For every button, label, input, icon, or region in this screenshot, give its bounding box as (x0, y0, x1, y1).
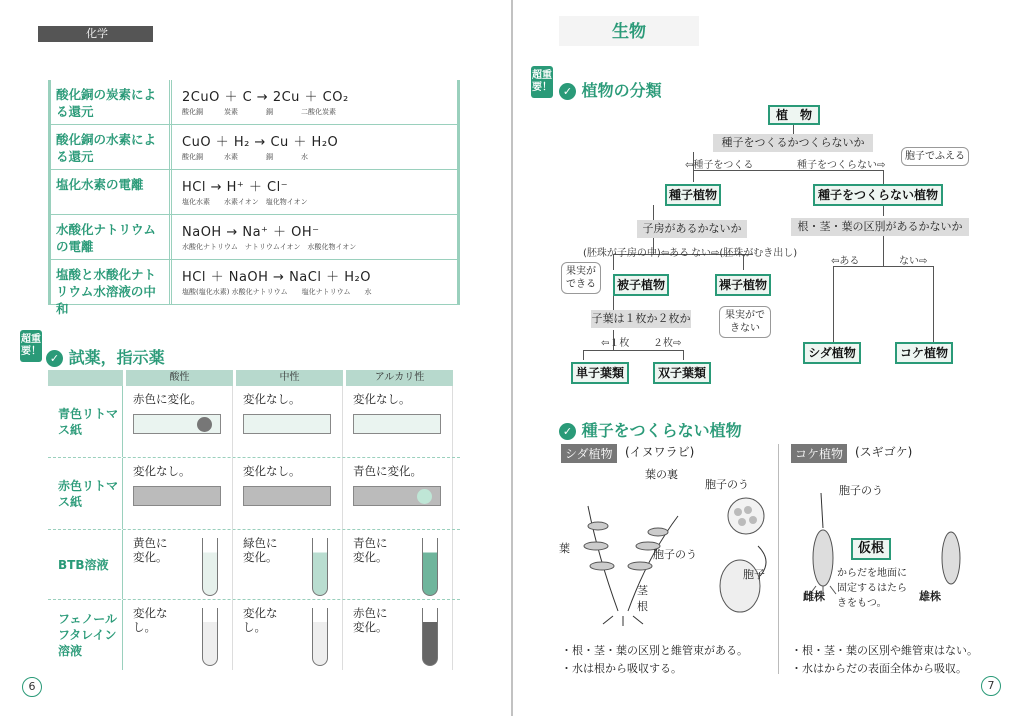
litmus-strip (133, 486, 221, 506)
check-icon: ✓ (46, 350, 63, 367)
header-blank (48, 370, 123, 386)
node-moss: コケ植物 (895, 342, 953, 364)
reaction-table (48, 80, 460, 316)
indicator-header (48, 370, 460, 386)
litmus-strip (353, 486, 441, 506)
cell: 変化なし。 (233, 600, 343, 670)
reaction-names: 水酸化ナトリウム ナトリウムイオン 水酸化物イオン (182, 243, 357, 251)
reaction-label: 酸化銅の炭素による還元 (48, 80, 172, 124)
bubble-no-fruit: 果実ができない (719, 306, 771, 338)
branch-yes-organs: ⇦ある (831, 256, 860, 267)
litmus-strip (243, 414, 331, 434)
fern-example: (イヌワラビ) (625, 445, 695, 459)
tree-line (583, 350, 584, 360)
branch-two: ２枚⇨ (653, 338, 682, 349)
node-gymnosperm: 裸子植物 (715, 274, 771, 296)
reaction-label: 酸化銅の水素による還元 (48, 125, 172, 169)
indicator-row (48, 600, 460, 670)
cell: 緑色に変化。 (233, 530, 343, 599)
reaction-names: 塩酸(塩化水素) 水酸化ナトリウム 塩化ナトリウム 水 (182, 288, 372, 296)
tree-line (583, 350, 683, 351)
question-ovary: 子房があるかないか (637, 220, 747, 238)
reaction-row (48, 170, 460, 215)
indicator-row (48, 530, 460, 600)
litmus-strip (133, 414, 221, 434)
header-alkaline: アルカリ性 (346, 370, 453, 386)
cell: 変化なし。 (233, 386, 343, 457)
color-dot (197, 417, 212, 432)
reaction-equation: 2CuO ＋ C → 2Cu ＋ CO₂ (182, 90, 349, 105)
test-tube (202, 538, 218, 596)
bubble-spore: 胞子でふえる (901, 147, 969, 166)
indicator-table (48, 370, 460, 670)
reaction-row (48, 260, 460, 316)
label-male: 雄株 (919, 590, 941, 603)
check-icon: ✓ (559, 83, 576, 100)
question-seed: 種子をつくるかつくらないか (713, 134, 873, 152)
litmus-strip (353, 414, 441, 434)
important-badge: 超重要！ (20, 330, 42, 362)
reaction-row (48, 215, 460, 260)
reaction-label: 水酸化ナトリウムの電離 (48, 215, 172, 259)
node-fern: シダ植物 (803, 342, 861, 364)
tree-line (653, 205, 654, 221)
rhizoid-note: からだを地面に固定するはたらきをもつ。 (837, 568, 907, 609)
label-female: 雌株 (803, 590, 825, 603)
test-tube (422, 608, 438, 666)
check-icon: ✓ (559, 423, 576, 440)
reaction-equation: CuO ＋ H₂ → Cu ＋ H₂O (182, 135, 339, 150)
tree-line (933, 266, 934, 342)
moss-note-2: ・水はからだの表面全体から吸収。 (791, 662, 967, 675)
node-non-seed-plant: 種子をつくらない植物 (813, 184, 943, 206)
important-badge: 超重要！ (531, 66, 553, 98)
cell: 赤色に変化。 (343, 600, 453, 670)
cell: 変化なし。 (123, 458, 233, 529)
moss-tag: コケ植物 (791, 444, 847, 463)
litmus-strip (243, 486, 331, 506)
page-number: 6 (22, 677, 42, 697)
cell: 黄色に変化。 (123, 530, 233, 599)
fern-tag: シダ植物 (561, 444, 617, 463)
subject-tab-biology: 生物 (559, 16, 699, 46)
tree-line (613, 296, 614, 310)
test-tube (202, 608, 218, 666)
moss-note-1: ・根・茎・葉の区別や維管束はない。 (791, 644, 978, 657)
column-divider (778, 444, 779, 674)
cell: 変化なし。 (343, 386, 453, 457)
branch-no-organs: ない⇨ (899, 256, 928, 267)
reaction-names: 塩化水素 水素イオン 塩化物イオン (182, 198, 308, 206)
branch-one: ⇦１枚 (601, 338, 630, 349)
question-organs: 根・茎・葉の区別があるかないか (791, 218, 969, 236)
node-angiosperm: 被子植物 (613, 274, 669, 296)
indicator-row (48, 458, 460, 530)
reaction-row (48, 80, 460, 125)
label-spore: 胞子 (743, 568, 765, 581)
branch-yes-ovary: (胚珠が子房の中)⇦ある (583, 248, 690, 259)
branch-yes-seed: ⇦種子をつくる (685, 160, 754, 171)
fern-note-1: ・根・茎・葉の区別と維管束がある。 (561, 644, 748, 657)
test-tube (422, 538, 438, 596)
label-spore-case: 胞子のう (705, 478, 749, 491)
cell: 赤色に変化。 (123, 386, 233, 457)
test-tube (312, 608, 328, 666)
fern-note-2: ・水は根から吸収する。 (561, 662, 682, 675)
reaction-names: 酸化銅 水素 銅 水 (182, 153, 308, 161)
reaction-row (48, 125, 460, 170)
node-seed-plant: 種子植物 (665, 184, 721, 206)
header-neutral: 中性 (236, 370, 343, 386)
reaction-names: 酸化銅 炭素 銅 二酸化炭素 (182, 108, 336, 116)
node-dicot: 双子葉類 (653, 362, 711, 384)
row-label: BTB溶液 (48, 530, 123, 599)
row-label: 青色リトマス紙 (48, 386, 123, 457)
node-plant: 植 物 (768, 105, 820, 125)
right-page (513, 0, 1024, 716)
bubble-fruit: 果実ができる (561, 262, 601, 294)
moss-example: (スギゴケ) (855, 445, 913, 459)
header-acid: 酸性 (126, 370, 233, 386)
tree-line (833, 266, 834, 342)
color-dot (417, 489, 432, 504)
reaction-equation: HCl → H⁺ ＋ Cl⁻ (182, 180, 289, 195)
section-title-nonseed: ✓ 種子をつくらない植物 (559, 418, 742, 441)
row-label: 赤色リトマス紙 (48, 458, 123, 529)
reaction-equation: NaOH → Na⁺ ＋ OH⁻ (182, 225, 320, 240)
section-title-reagents: ✓ 試薬，指示薬 (46, 345, 165, 368)
label-leaf-back: 葉の裏 (645, 468, 678, 481)
question-cotyledon: 子葉は１枚か２枚か (591, 310, 691, 328)
label-rhizoid: 仮根 (851, 538, 891, 560)
cell: 変化なし。 (233, 458, 343, 529)
test-tube (312, 538, 328, 596)
branch-no-seed: 種子をつくらない⇨ (797, 160, 886, 171)
row-label: フェノールフタレイン溶液 (48, 600, 123, 670)
label-stem: 茎 (637, 584, 648, 597)
reaction-label: 塩酸と水酸化ナトリウム水溶液の中和 (48, 260, 172, 304)
tree-line (683, 350, 684, 360)
left-page (0, 0, 511, 716)
tree-line (883, 206, 884, 216)
indicator-row (48, 386, 460, 458)
branch-no-ovary: ない⇨(胚珠がむき出し) (691, 248, 798, 259)
tree-line (883, 170, 884, 184)
cell: 青色に変化。 (343, 458, 453, 529)
node-monocot: 単子葉類 (571, 362, 629, 384)
cell: 青色に変化。 (343, 530, 453, 599)
section-title-classification: ✓ 植物の分類 (559, 78, 662, 101)
label-root: 根 (637, 600, 648, 613)
label-moss-spore-case: 胞子のう (839, 484, 883, 497)
label-spore-case-2: 胞子のう (653, 548, 697, 561)
label-leaf: 葉 (559, 542, 570, 555)
subject-tab-chemistry: 化学 (38, 26, 153, 42)
tree-line (883, 236, 884, 266)
page-number: 7 (981, 676, 1001, 696)
reaction-equation: HCl ＋ NaOH → NaCl ＋ H₂O (182, 270, 371, 285)
reaction-label: 塩化水素の電離 (48, 170, 172, 214)
cell: 変化なし。 (123, 600, 233, 670)
